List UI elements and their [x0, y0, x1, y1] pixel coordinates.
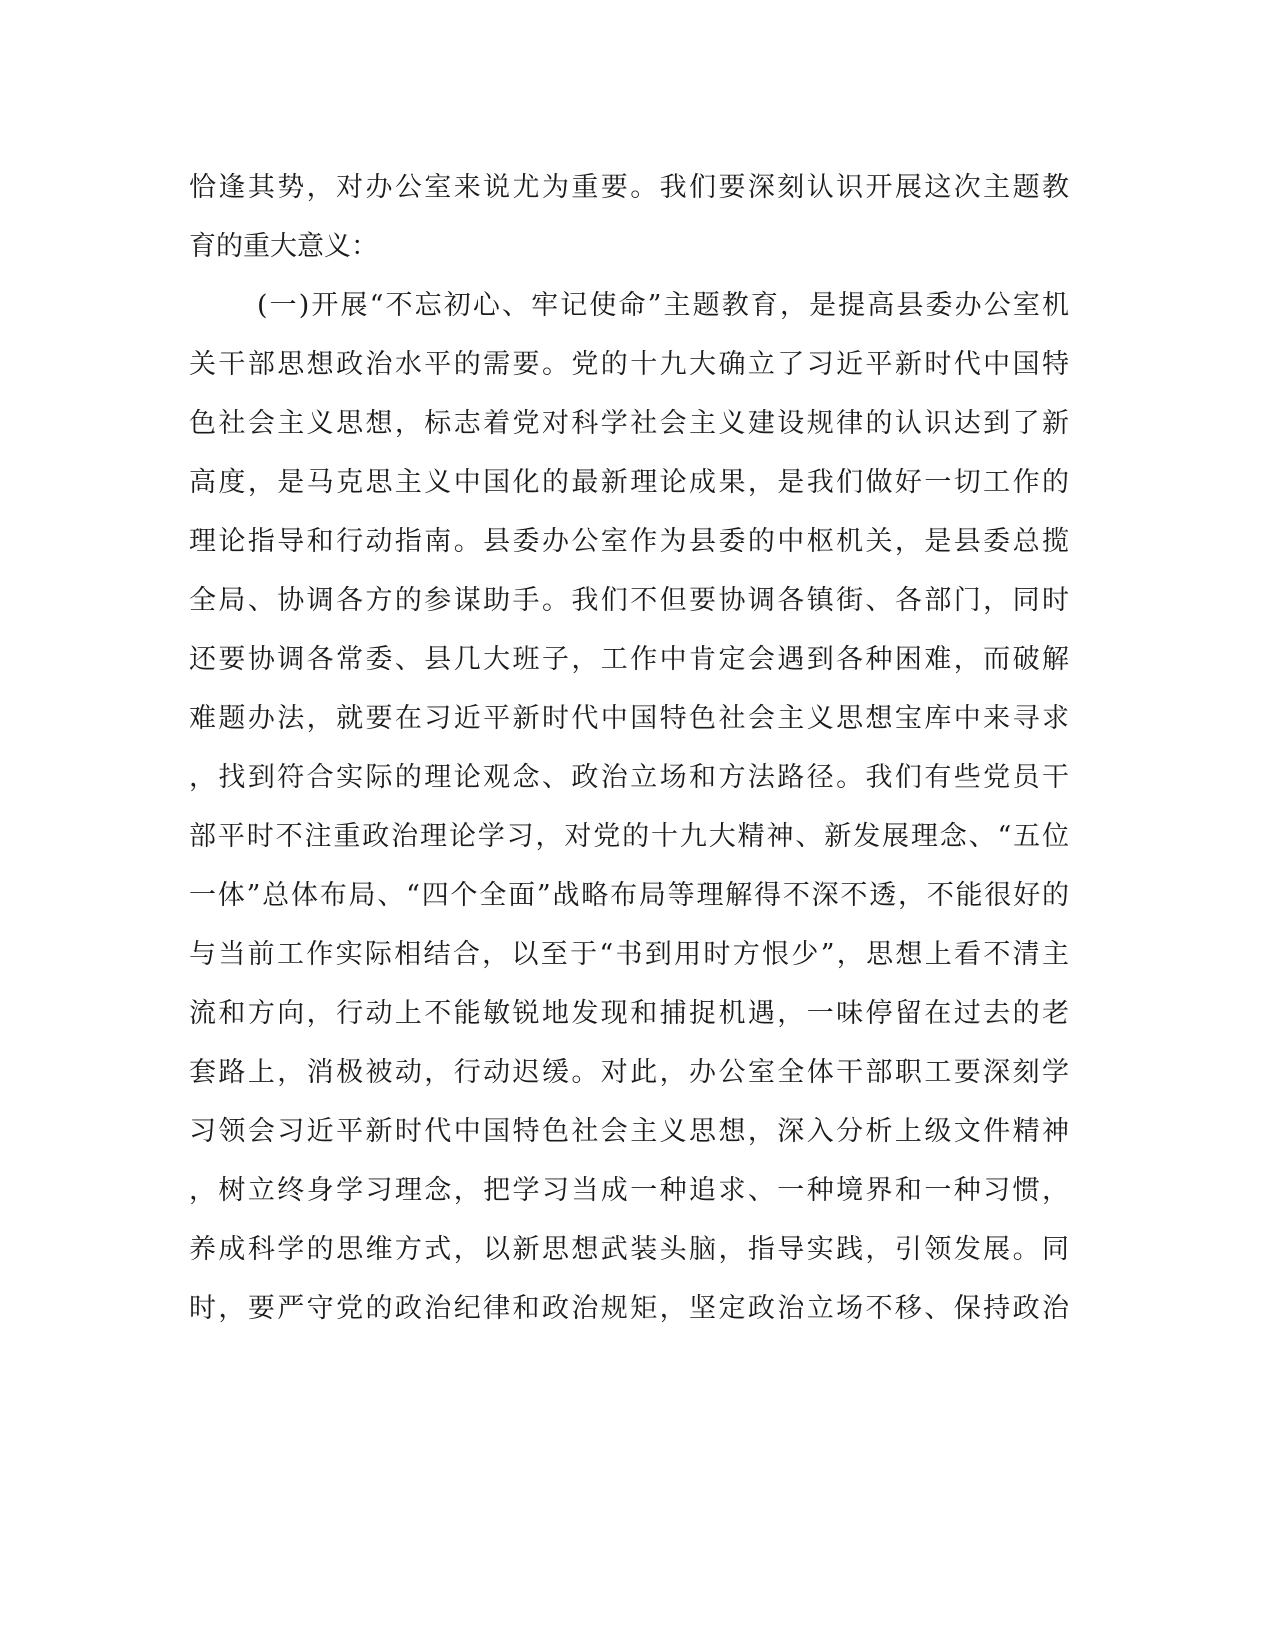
text-line: (一)开展“不忘初心、牢记使命”主题教育，是提高县委办公室机: [257, 290, 1069, 321]
text-line: 套路上，消极被动，行动迟缓。对此，办公室全体干部职工要深刻学: [189, 1057, 1069, 1088]
text-line: ，找到符合实际的理论观念、政治立场和方法路径。我们有些党员干: [189, 762, 1069, 793]
text-line: 与当前工作实际相结合，以至于“书到用时方恨少”，思想上看不清主: [189, 939, 1069, 970]
text-line: 育的重大意义：: [189, 231, 378, 262]
text-line: 色社会主义思想，标志着党对科学社会主义建设规律的认识达到了新: [189, 408, 1069, 439]
text-line: 理论指导和行动指南。县委办公室作为县委的中枢机关，是县委总揽: [189, 526, 1069, 557]
text-line: 恰逢其势，对办公室来说尤为重要。我们要深刻认识开展这次主题教: [189, 172, 1069, 203]
text-line: ，树立终身学习理念，把学习当成一种追求、一种境界和一种习惯，: [189, 1175, 1069, 1206]
text-line: 全局、协调各方的参谋助手。我们不但要协调各镇街、各部门，同时: [189, 585, 1069, 616]
body-text: [189, 158, 1069, 1338]
text-line: 还要协调各常委、县几大班子，工作中肯定会遇到各种困难，而破解: [189, 644, 1069, 675]
text-line: 高度，是马克思主义中国化的最新理论成果，是我们做好一切工作的: [189, 467, 1069, 498]
text-line: 部平时不注重政治理论学习，对党的十九大精神、新发展理念、“五位: [189, 821, 1069, 852]
text-line: 一体”总体布局、“四个全面”战略布局等理解得不深不透，不能很好的: [189, 880, 1069, 911]
text-line: 习领会习近平新时代中国特色社会主义思想，深入分析上级文件精神: [189, 1116, 1069, 1147]
text-line: 养成科学的思维方式，以新思想武装头脑，指导实践，引领发展。同: [189, 1234, 1069, 1265]
text-line: 难题办法，就要在习近平新时代中国特色社会主义思想宝库中来寻求: [189, 703, 1069, 734]
text-line: 流和方向，行动上不能敏锐地发现和捕捉机遇，一味停留在过去的老: [189, 998, 1069, 1029]
text-line: 时，要严守党的政治纪律和政治规矩，坚定政治立场不移、保持政治: [189, 1293, 1069, 1324]
text-line: 关干部思想政治水平的需要。党的十九大确立了习近平新时代中国特: [189, 349, 1069, 380]
